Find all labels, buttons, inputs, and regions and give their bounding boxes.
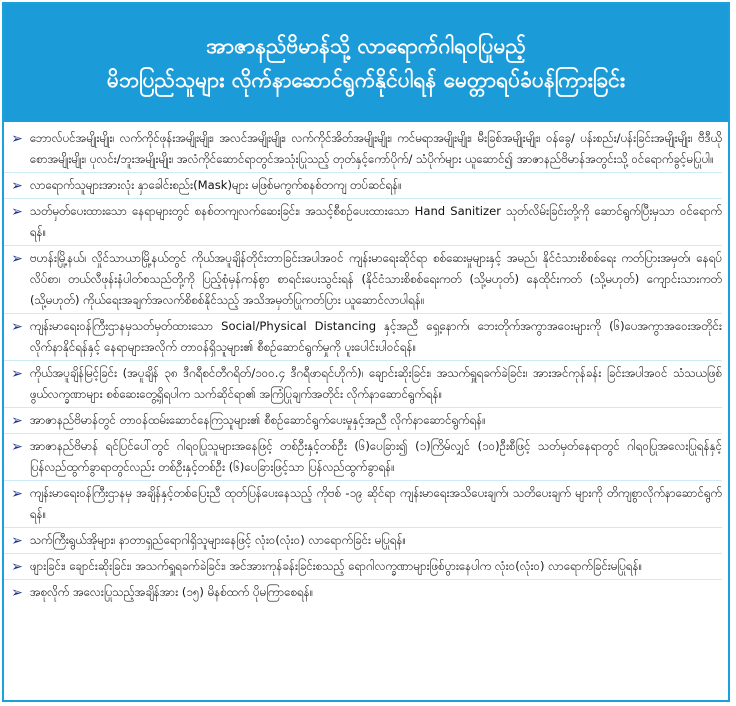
rule-item: [4, 580, 722, 605]
arrow-bullet-icon: ➢: [11, 559, 23, 575]
arrow-bullet-icon: ➢: [11, 413, 23, 429]
rule-item: [4, 434, 722, 481]
rule-item: [4, 528, 722, 554]
rule-item: [4, 408, 722, 434]
notice-title-line-2: မိဘပြည်သူများ လိုက်နာဆောင်ရွက်နိုင်ပါရန် မေတ္တာရပ်ခံပန်ကြားခြင်း: [106, 68, 626, 92]
rule-item: [4, 126, 722, 173]
rules-list: [4, 122, 728, 605]
rule-text: သတ်မှတ်ပေးထားသော နေရာများတွင် စနစ်တကျလက်ဆေးခြင်း၊ အသင့်စီစဉ်ပေးထားသော Hand Sanitizer သုတ်လိမ်းခြင်းတို့ကို ဆောင်ရွက်ပြီးမှသာ ဝင်ရောက်ရန်။: [30, 204, 722, 239]
rule-text: လာရောက်သူများအားလုံး နှာခေါင်းစည်း(Mask)များ မဖြစ်မကွက်စနစ်တကျ တပ်ဆင်ရန်။: [30, 178, 402, 192]
rule-item: [4, 199, 722, 246]
rule-text: ကျန်းမာရေးဝန်ကြီးဌာနမှသတ်မှတ်ထားသော Social/Physical Distancing နှင့်အညီ ရှေ့နောက်၊ ဘေးတိုက်အကွာအဝေးများကို (၆)ပေအကွာအဝေးအတိုင်း လိုက်နာနိုင်ရန်နှင့် နေရာများအလိုက် တာဝန်ရှိသူများ၏ စီစဉ်ဆောင်ရွက်မှုကို ပူးပေါင်းပါဝင်ရန်။: [30, 319, 722, 354]
arrow-bullet-icon: ➢: [11, 366, 23, 382]
rule-text: အစုလိုက် အလေးပြုသည့်အချိန်အား (၁၅) မိနစ်ထက် ပိုမကြာစေရန်။: [30, 585, 314, 599]
notice-title-line-1: အာဇာနည်ဗိမာန်သို့ လာရောက်ဂါရဝပြုမည့်: [206, 34, 526, 58]
arrow-bullet-icon: ➢: [11, 319, 23, 335]
rule-item: [4, 481, 722, 528]
rule-text: ဗဟန်းမြို့နယ်၊ လှိုင်သာယာမြို့နယ်တွင် ကိုယ်အပူချိန်တိုင်းတာခြင်းအပါအဝင် ကျန်းမာရေးဆိုင်ရာ စစ်ဆေးမှုများနှင့် အမည်၊ နိုင်ငံသားစိစစ်ရေး ကတ်ပြားအမှတ်၊ နေရပ်လိပ်စာ၊ တယ်လီဖုန်းနံပါတ်စသည်တို့ကို ပြည့်စုံမှန်ကန်စွာ စာရင်းပေးသွင်းရန် (နိုင်ငံသားစိစစ်ရေးကတ် (သို့မဟုတ်) နေထိုင်းကတ် (သို့မဟုတ်) ကျောင်းသားကတ် (သို့မဟုတ်) ကိုယ်ရေးအချက်အလက်စိစစ်နိုင်သည့် အသိအမှတ်ပြုကတ်ပြား ယူဆောင်လာပါရန်။: [30, 251, 722, 307]
arrow-bullet-icon: ➢: [11, 585, 23, 601]
rule-text: အာဇာနည်ဗိမာန်တွင် တာဝန်ထမ်းဆောင်နေကြသူများ၏ စီစဉ်ဆောင်ရွက်ပေးမှုနှင့်အညီ လိုက်နာဆောင်ရွက်ရန်။: [30, 413, 486, 427]
rule-item: [4, 361, 722, 408]
rule-item: [4, 554, 722, 580]
arrow-bullet-icon: ➢: [11, 533, 23, 549]
rule-text: သက်ကြီးရွယ်အိုများ၊ နာတာရှည်ရောဂါရှိသူများနေဖြင့် လုံးဝ(လုံးဝ) လာရောက်ခြင်း မပြုရန်။: [30, 533, 407, 547]
arrow-bullet-icon: ➢: [11, 204, 23, 220]
rule-text: ဘောလ်ပင်အမျိုးမျိုး၊ လက်ကိုင်ဖုန်းအမျိုးမျိုး၊ အလင်အမျိုးမျိုး၊ လက်ကိုင်အိတ်အမျိုးမျိုး၊ ကင်မရာအမျိုးမျိုး၊ မီးခြစ်အမျိုးမျိုး၊ ဝန်ခွေ/ ပန်းစည်း/ပန်းခြင်းအမျိုးမျိုး၊ ဗီဒီယိုစောအမျိုးမျိုး၊ ပုလင်း/ဘူးအမျိုးမျိုး၊ အလံကိုင်ဆောင်ရာတွင်အသုံးပြုသည့် တုတ်နှင့်ကော်ပိုက်/ သံပိုက်များ ယူဆောင်၍ အာဇာနည်ဗိမာန်အတွင်းသို့ ဝင်ရောက်ခွင့်မပြုပါ။: [30, 131, 722, 166]
arrow-bullet-icon: ➢: [11, 251, 23, 267]
rule-item: [4, 246, 722, 314]
rule-text: အာဇာနည်ဗိမာန် ရင်ပြင်ပေါ်တွင် ဂါရဝပြုသူများအနေဖြင့် တစ်ဦးနှင့်တစ်ဦး (၆)ပေခြား၍ (၁)ကြိမ်လျှင် (၁၀)ဦးစီဖြင့် သတ်မှတ်နေရာတွင် ဂါရဝပြုအလေးပြုရန်နှင့် ပြန်လည်ထွက်ခွာရာတွင်လည်း တစ်ဦးနှင့်တစ်ဦး (၆)ပေခြားဖြင့်သာ ပြန်လည်ထွက်ခွာရန်။: [30, 439, 722, 474]
notice-frame: [2, 2, 730, 702]
arrow-bullet-icon: ➢: [11, 131, 23, 147]
arrow-bullet-icon: ➢: [11, 178, 23, 194]
arrow-bullet-icon: ➢: [11, 439, 23, 455]
rule-item: [4, 314, 722, 361]
arrow-bullet-icon: ➢: [11, 486, 23, 502]
rule-text: ကျန်းမာရေးဝန်ကြီးဌာနမှ အချိန်နှင့်တစ်ပြေးညီ ထုတ်ပြန်ပေးနေသည့် ကိုဗစ် -၁၉ ဆိုင်ရာ ကျန်းမာရေးအသိပေးချက်၊ သတိပေးချက် များကို တိကျစွာလိုက်နာဆောင်ရွက်ရန်။: [30, 486, 722, 521]
notice-header: [4, 4, 728, 122]
rule-text: ဖျားခြင်း၊ ချောင်းဆိုးခြင်း၊ အသက်ရှူရခက်ခဲခြင်း၊ အင်အားကုန်ခန်းခြင်းစသည့် ရောဂါလက္ခဏာများဖြစ်ပွားနေပါက လုံးဝ(လုံးဝ) လာရောက်ခြင်းမပြုရန်။: [30, 559, 643, 573]
rule-item: [4, 173, 722, 199]
rule-text: ကိုယ်အပူချိန်မြင့်ခြင်း (အပူချိန် ၃၈ ဒီဂရီစင်တီဂရိတ်/၁၀၀.၄ ဒီဂရီဖာရင်ဟိုက်)၊ ချောင်းဆိုးခြင်း၊ အသက်ရှူရခက်ခဲခြင်း၊ အားအင်ကုန်ခန်း ခြင်းအပါအဝင် သံသယဖြစ်ဖွယ်လက္ခဏာများ စစ်ဆေးတွေ့ရှိရပါက သက်ဆိုင်ရာ၏ အကြံပြုချက်အတိုင်း လိုက်နာဆောင်ရွက်ရန်။: [30, 366, 722, 401]
